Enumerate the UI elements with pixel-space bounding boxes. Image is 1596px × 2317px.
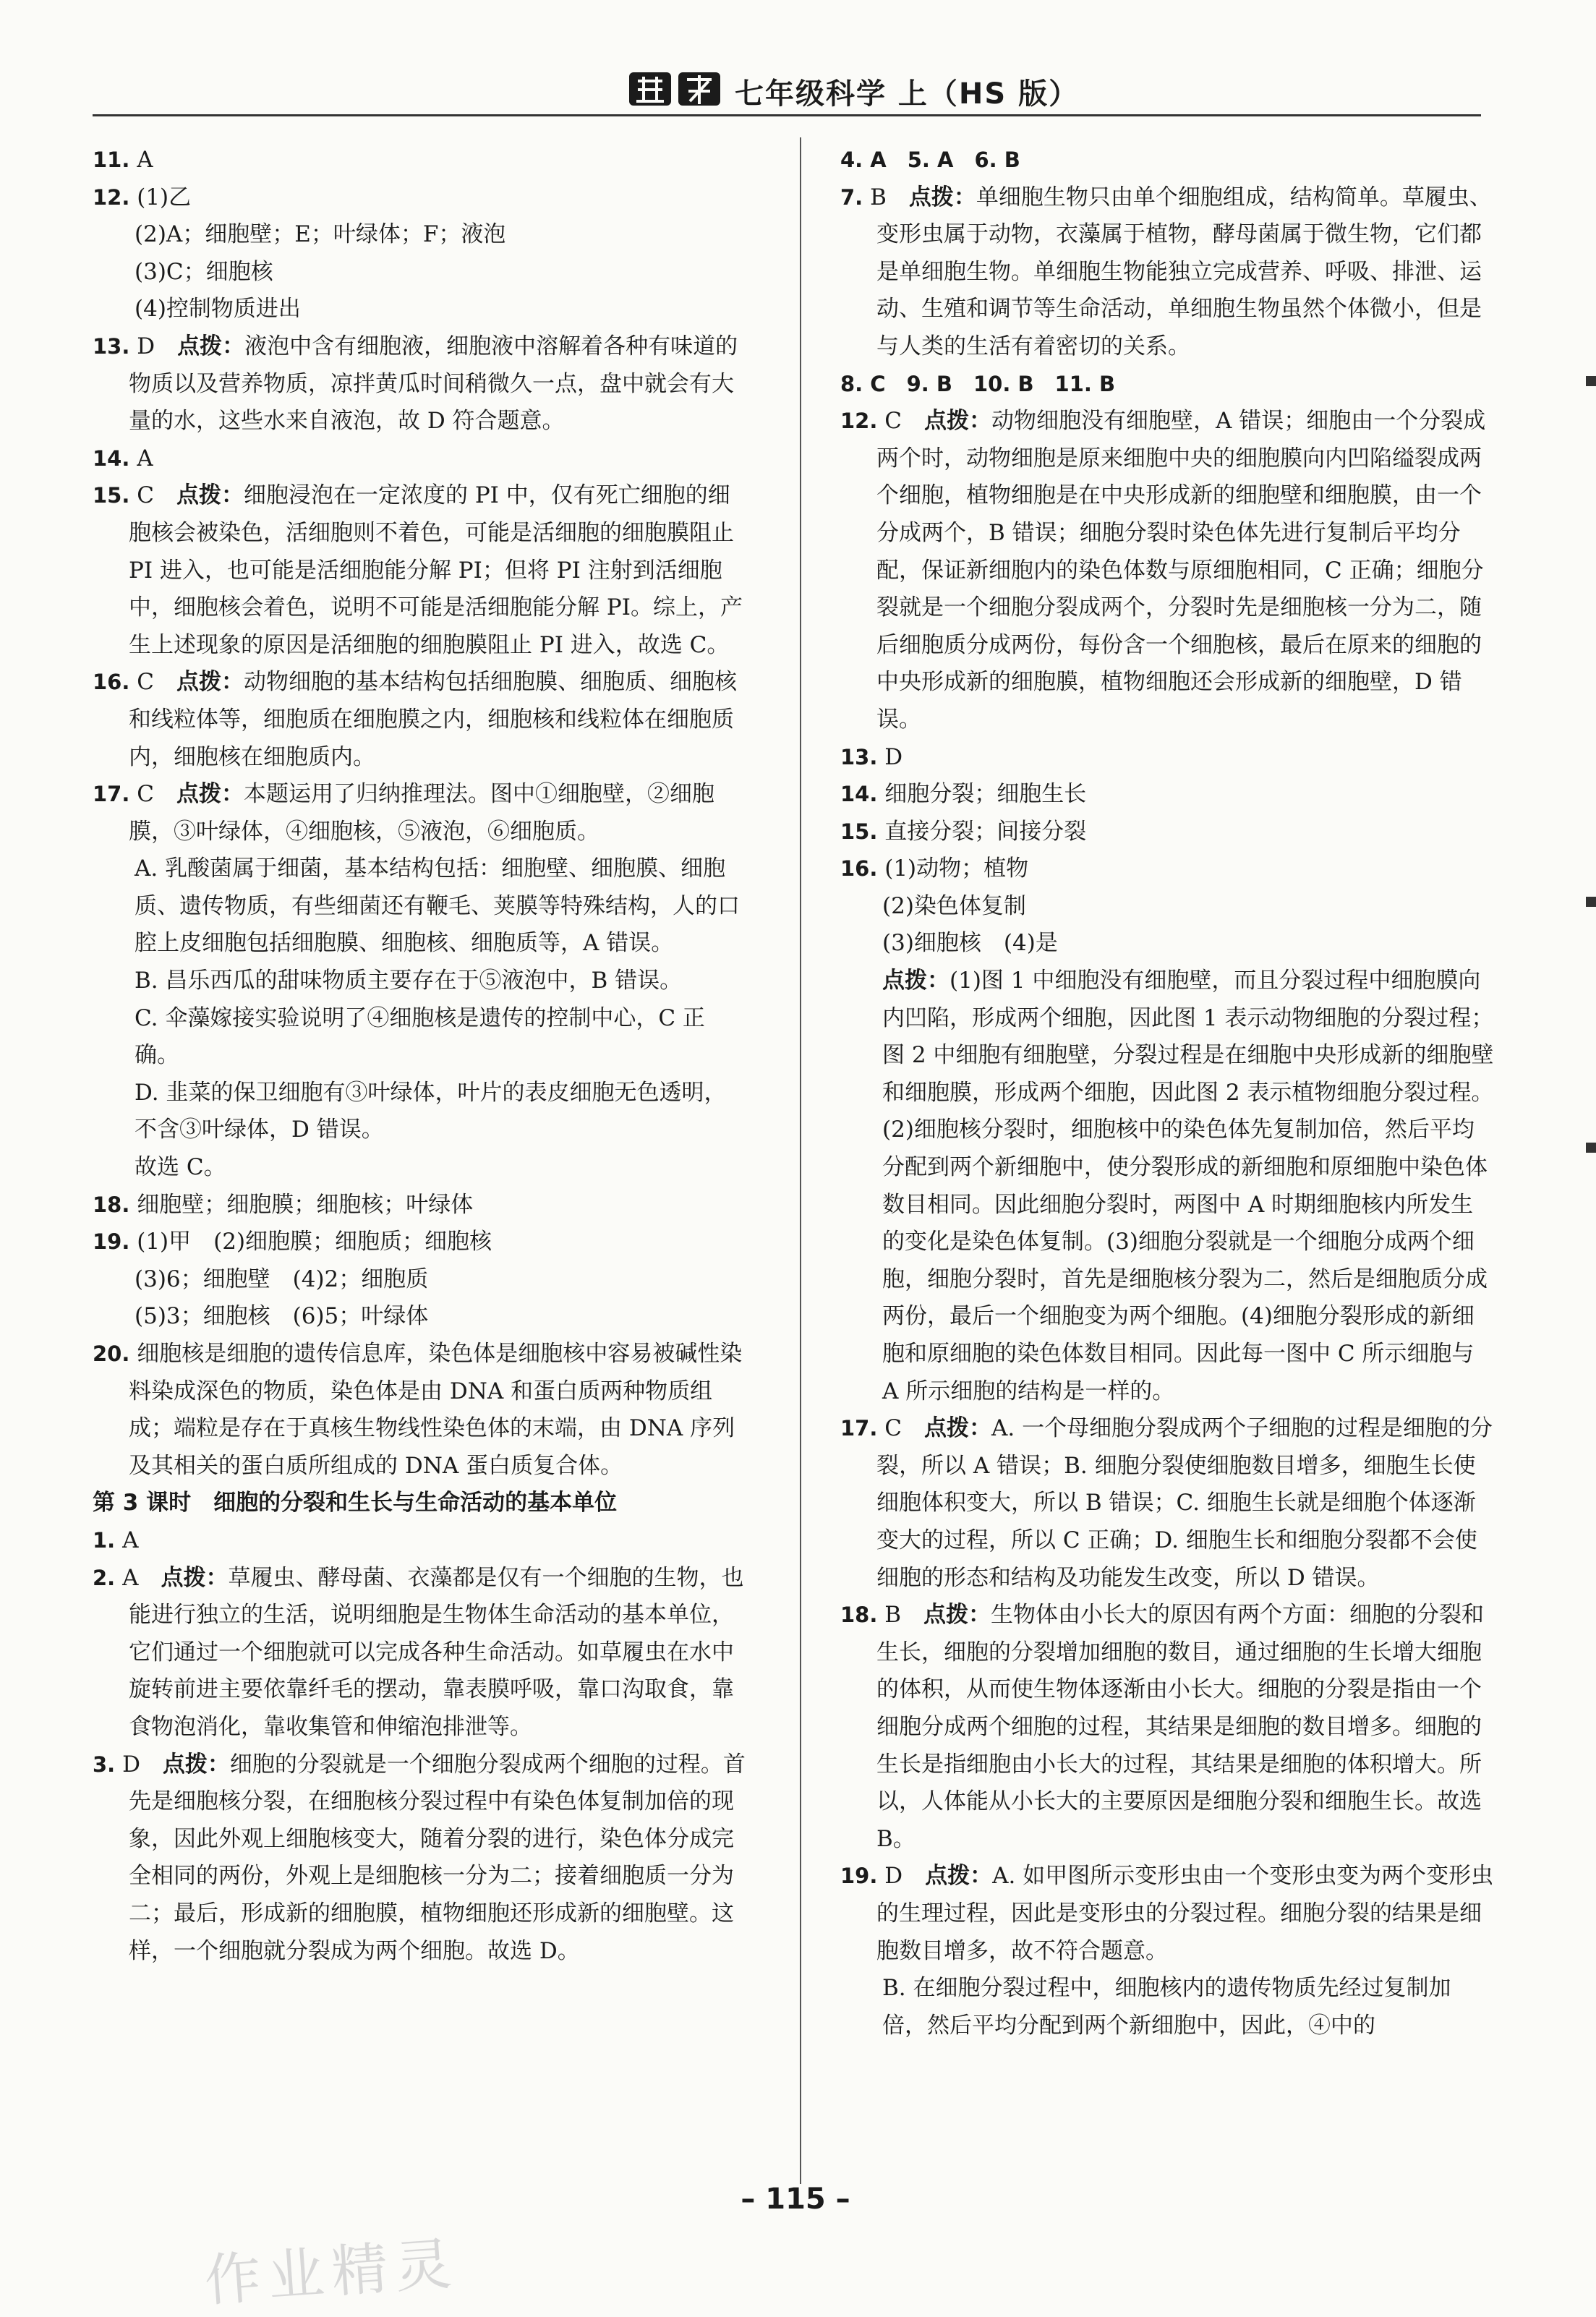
answer-item: 16. C 点拨：动物细胞的基本结构包括细胞膜、细胞质、细胞核和线粒体等，细胞质在细胞膜之内，细胞核和线粒体在细胞质内，细胞核在细胞质内。: [93, 669, 737, 770]
edge-mark: [1586, 897, 1596, 907]
page-header: [93, 69, 1481, 113]
answer-item: 14. A: [93, 445, 153, 471]
answer-item: 2. A 点拨：草履虫、酵母菌、衣藻都是仅有一个细胞的生物，也能进行独立的生活，说明细胞是生物体生命活动的基本单位，它们通过一个细胞就可以完成各种生命活动。如草履虫在水中旋转前进主要依靠纤毛的摆动，靠表膜呼吸，靠口沟取食，靠食物泡消化，靠收集管和伸缩泡排泄等。: [93, 1564, 744, 1740]
answer-subline: (3)细胞核 (4)是: [882, 930, 1058, 957]
page-title: 七年级科学 上（HS 版）: [735, 77, 1080, 111]
answer-item: 11. A: [93, 147, 153, 173]
right-column: [840, 142, 1495, 2044]
answer-item: 13. D: [840, 743, 903, 770]
answer-item: 15. C 点拨：细胞浸泡在一定浓度的 PI 中，仅有死亡细胞的细胞核会被染色，活细胞则不着色，可能是活细胞的细胞膜阻止 PI 进入，也可能是活细胞能分解 PI；但将 PI 注射到活细胞中，细胞核会着色，说明不可能是活细胞能分解 PI。综上，产生上述现象的原因是活细胞的细胞膜阻止 PI 进入，故选 C。: [93, 482, 743, 658]
answer-subline: (3)C；细胞核: [135, 258, 273, 285]
answer-item: 16. (1)动物；植物: [840, 855, 1029, 882]
answer-item: 4. A 5. A 6. B: [840, 148, 1020, 172]
answer-item: 13. D 点拨：液泡中含有细胞液，细胞液中溶解着各种有味道的物质以及营养物质，凉拌黄瓜时间稍微久一点，盘中就会有大量的水，这些水来自液泡，故 D 符合题意。: [93, 333, 738, 435]
answer-item: 7. B 点拨：单细胞生物只由单个细胞组成，结构简单。草履虫、变形虫属于动物，衣藻属于植物，酵母菌属于微生物，它们都是单细胞生物。单细胞生物能独立完成营养、呼吸、排泄、运动、生殖和调节等生命活动，单细胞生物虽然个体微小，但是与人类的生活有着密切的关系。: [840, 184, 1492, 359]
answer-subline: 点拨：(1)图 1 中细胞没有细胞壁，而且分裂过程中细胞膜向内凹陷，形成两个细胞，因此图 1 表示动物细胞的分裂过程；图 2 中细胞有细胞壁，分裂过程是在细胞中央形成新的细胞壁和细胞膜，形成两个细胞，因此图 2 表示植物细胞分裂过程。(2)细胞核分裂时，细胞核中的染色体先复制加倍，然后平均分配到两个新细胞中，使分裂形成的新细胞和原细胞中染色体数目相同。因此细胞分裂时，两图中 A 时期细胞核内所发生的变化是染色体复制。(3)细胞分裂就是一个细胞分成两个细胞，细胞分裂时，首先是细胞核分裂为二，然后是细胞质分成两份，最后一个细胞变为两个细胞。(4)细胞分裂形成的新细胞和原细胞的染色体数目相同。因此每一图中 C 所示细胞与 A 所示细胞的结构是一样的。: [882, 968, 1494, 1404]
column-divider: [800, 137, 801, 2184]
answer-item: 18. 细胞壁；细胞膜；细胞核；叶绿体: [93, 1191, 474, 1218]
answer-item: 1. A: [93, 1527, 139, 1553]
answer-item: 14. 细胞分裂；细胞生长: [840, 781, 1087, 808]
answer-item: 20. 细胞核是细胞的遗传信息库，染色体是细胞核中容易被碱性染料染成深色的物质，染色体是由 DNA 和蛋白质两种物质组成；端粒是存在于真核生物线性染色体的末端，由 DNA 序列及其相关的蛋白质所组成的 DNA 蛋白质复合体。: [93, 1341, 743, 1479]
watermark: 作业精灵: [202, 2231, 461, 2315]
answer-item: 17. C 点拨：A. 一个母细胞分裂成两个子细胞的过程是细胞的分裂，所以 A 错误；B. 细胞分裂使细胞数目增多，细胞生长使细胞体积变大，所以 B 错误；C. 细胞生长就是细胞个体逐渐变大的过程，所以 C 正确；D. 细胞生长和细胞分裂都不会使细胞的形态和结构及功能发生改变，所以 D 错误。: [840, 1415, 1493, 1591]
brand-logo-icon: [628, 69, 722, 108]
answer-item: 15. 直接分裂；间接分裂: [840, 818, 1087, 845]
answer-subline: B. 在细胞分裂过程中，细胞核内的遗传物质先经过复制加倍，然后平均分配到两个新细胞中，因此，④中的: [882, 1975, 1451, 2039]
section-heading: 第 3 课时 细胞的分裂和生长与生命活动的基本单位: [93, 1490, 618, 1516]
answer-subline: C. 伞藻嫁接实验说明了④细胞核是遗传的控制中心，C 正确。: [135, 1004, 705, 1069]
answer-subline: (3)6；细胞壁 (4)2；细胞质: [135, 1266, 429, 1292]
answer-subline: B. 昌乐西瓜的甜味物质主要存在于⑤液泡中，B 错误。: [135, 968, 683, 994]
answer-subline: (4)控制物质进出: [135, 296, 301, 323]
answer-subline: A. 乳酸菌属于细菌，基本结构包括：细胞壁、细胞膜、细胞质、遗传物质，有些细菌还有鞭毛、荚膜等特殊结构，人的口腔上皮细胞包括细胞膜、细胞核、细胞质等，A 错误。: [135, 855, 740, 957]
answer-item: 18. B 点拨：生物体由小长大的原因有两个方面：细胞的分裂和生长，细胞的分裂增加细胞的数目，通过细胞的生长增大细胞的体积，从而使生物体逐渐由小长大。细胞的分裂是指由一个细胞分成两个细胞的过程，其结果是细胞的数目增多。细胞的生长是指细胞由小长大的过程，其结果是细胞的体积增大。所以，人体能从小长大的主要原因是细胞分裂和细胞生长。故选 B。: [840, 1602, 1485, 1852]
edge-mark: [1586, 1143, 1596, 1153]
answer-subline: 故选 C。: [135, 1154, 226, 1181]
answer-subline: D. 韭菜的保卫细胞有③叶绿体，叶片的表皮细胞无色透明，不含③叶绿体，D 错误。: [135, 1079, 727, 1143]
answer-subline: (5)3；细胞核 (6)5；叶绿体: [135, 1303, 429, 1330]
answer-item: 3. D 点拨：细胞的分裂就是一个细胞分裂成两个细胞的过程。首先是细胞核分裂，在细胞核分裂过程中有染色体复制加倍的现象，因此外观上细胞核变大，随着分裂的进行，染色体分成完全相同的两份，外观上是细胞核一分为二；接着细胞质一分为二；最后，形成新的细胞膜，植物细胞还形成新的细胞壁。这样，一个细胞就分裂成为两个细胞。故选 D。: [93, 1751, 746, 1964]
answer-subline: (2)染色体复制: [882, 892, 1026, 919]
answer-item: 12. C 点拨：动物细胞没有细胞壁，A 错误；细胞由一个分裂成两个时，动物细胞是原来细胞中央的细胞膜向内凹陷缢裂成两个细胞，植物细胞是在中央形成新的细胞壁和细胞膜，由一个分成两个，B 错误；细胞分裂时染色体先进行复制后平均分配，保证新细胞内的染色体数与原细胞相同，C 正确；细胞分裂就是一个细胞分裂成两个，分裂时先是细胞核一分为二，随后细胞质分成两份，每份含一个细胞核，最后在原来的细胞的中央形成新的细胞膜，植物细胞还会形成新的细胞壁，D 错误。: [840, 408, 1486, 733]
left-column: [93, 142, 747, 1970]
answer-item: 17. C 点拨：本题运用了归纳推理法。图中①细胞壁，②细胞膜，③叶绿体，④细胞核，⑤液泡，⑥细胞质。: [93, 781, 714, 845]
page-number: – 115 –: [741, 2182, 850, 2216]
edge-mark: [1586, 376, 1596, 386]
answer-subline: (2)A；细胞壁；E；叶绿体；F；液泡: [135, 221, 506, 248]
answer-item: 8. C 9. B 10. B 11. B: [840, 371, 1116, 396]
header-rule: [93, 114, 1481, 116]
answer-item: 19. D 点拨：A. 如甲图所示变形虫由一个变形虫变为两个变形虫的生理过程，因此是变形虫的分裂过程。细胞分裂的结果是细胞数目增多，故不符合题意。: [840, 1863, 1494, 1964]
answer-item: 19. (1)甲 (2)细胞膜；细胞质；细胞核: [93, 1229, 492, 1255]
answer-item: 12. (1)乙: [93, 184, 192, 210]
